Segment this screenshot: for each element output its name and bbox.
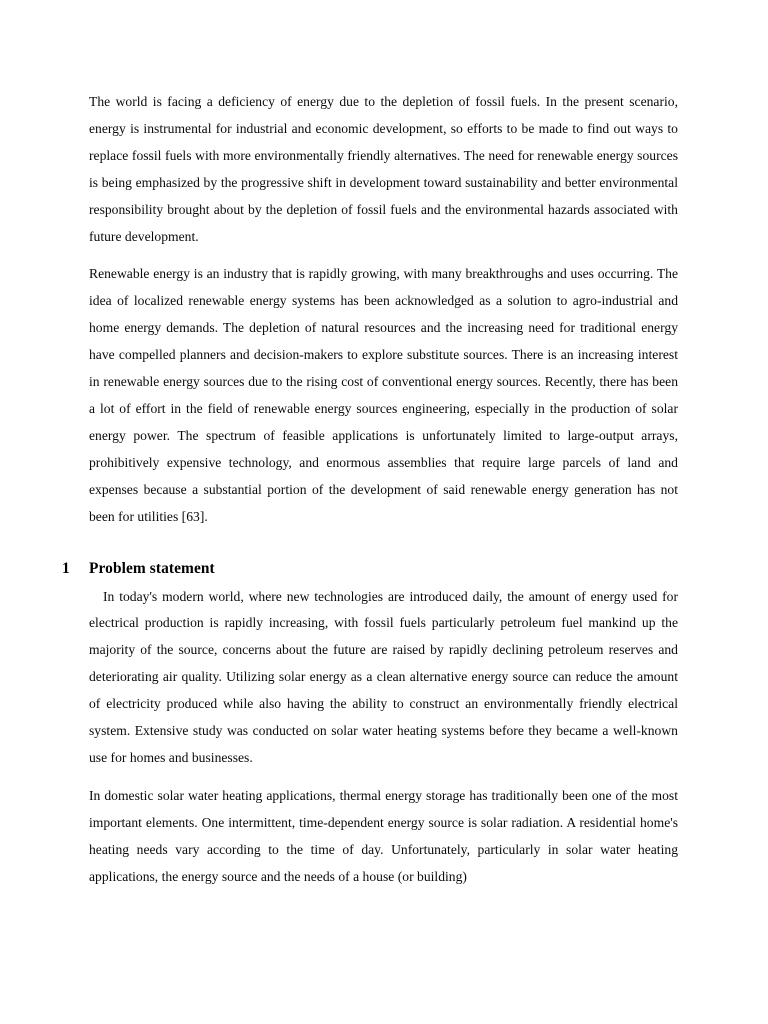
page-text-column (62, 89, 678, 890)
body-paragraph-2: Renewable energy is an industry that is rapidly growing, with many breakthroughs and uses occurring. The idea of localized renewable energy systems has been acknowledged as a solution to agro-industrial and home energy demands. The depletion of natural resources and the increasing need for traditional energy have compelled planners and decision-makers to explore substitute sources. There is an increasing interest in renewable energy sources due to the rising cost of conventional energy sources. Recently, there has been a lot of effort in the field of renewable energy sources engineering, especially in the production of solar energy power. The spectrum of feasible applications is unfortunately limited to large-output arrays, prohibitively expensive technology, and enormous assemblies that require large parcels of land and expenses because a substantial portion of the development of said renewable energy generation has not been for utilities [63]. (89, 266, 678, 524)
section-number: 1 (62, 559, 70, 577)
section-paragraph-1: In today's modern world, where new technologies are introduced daily, the amount of energy used for electrical production is rapidly increasing, with fossil fuels particularly petroleum fuel mankind up the majority of the source, concerns about the future are raised by rapidly declining petroleum reserves and deteriorating air quality. Utilizing solar energy as a clean alternative energy source can reduce the amount of electricity produced while also having the ability to construct an environmentally friendly electrical system. Extensive study was conducted on solar water heating systems before they became a well-known use for homes and businesses. (89, 588, 678, 765)
section-heading (62, 558, 678, 580)
section-paragraph-2: In domestic solar water heating applications, thermal energy storage has traditionally been one of the most important elements. One intermittent, time-dependent energy source is solar radiation. A residential home's heating needs vary according to the time of day. Unfortunately, particularly in solar water heating applications, the energy source and the needs of a house (or building) (89, 787, 678, 884)
body-paragraph-1: The world is facing a deficiency of energy due to the depletion of fossil fuels. In the present scenario, energy is instrumental for industrial and economic development, so efforts to be made to find out ways to replace fossil fuels with more environmentally friendly alternatives. The need for renewable energy sources is being emphasized by the progressive shift in development toward sustainability and better environmental responsibility brought about by the depletion of fossil fuels and the environmental hazards associated with future development. (89, 94, 678, 244)
section-title: Problem statement (89, 559, 215, 577)
